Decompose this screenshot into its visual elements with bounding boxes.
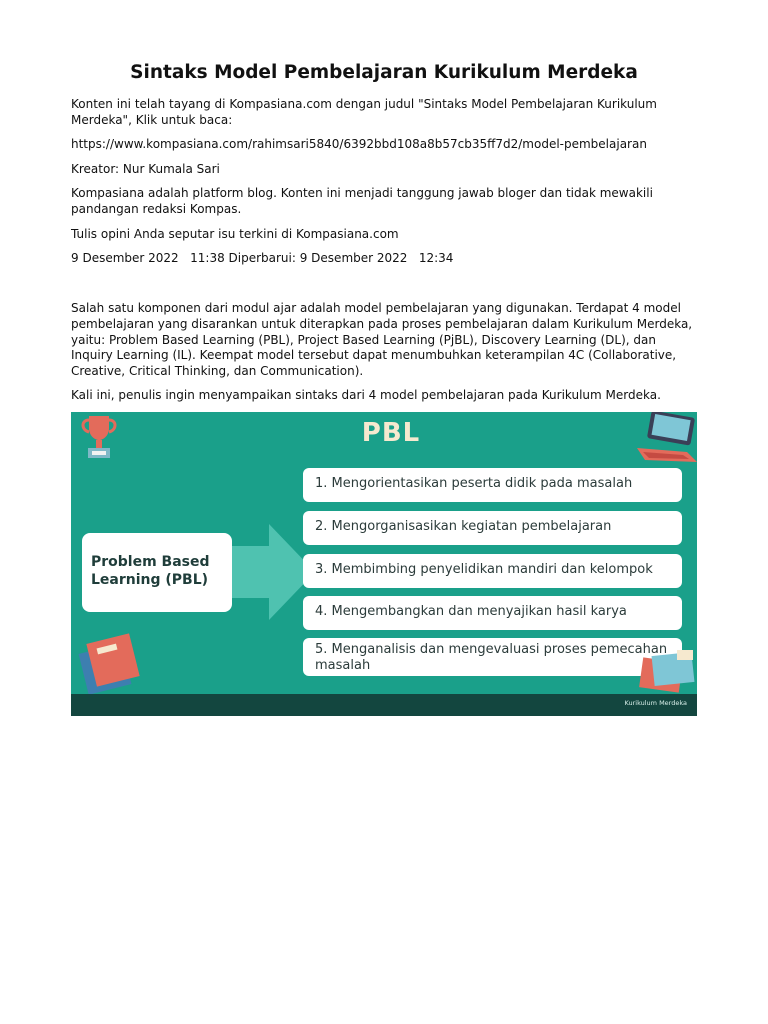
notebook-icon	[637, 648, 697, 696]
step-card	[303, 511, 682, 545]
infographic-footer-label: Kurikulum Merdeka	[624, 699, 687, 707]
body-paragraph-1: Salah satu komponen dari modul ajar adalah model pembelajaran yang digunakan. Terdapat 4 model pembelajaran yang disarankan untuk diterapkan pada proses pembelajaran dalam Kurikulum Merdeka, yaitu: Problem Based Learning (PBL), Project Based Learning (PjBL), Discovery Learning (DL), dan Inquiry Learning (IL). Keempat model tersebut dapat menumbuhkan keterampilan 4C (Collaborative, Creative, Critical Thinking, dan Communication).	[71, 301, 693, 379]
books-icon	[77, 628, 147, 698]
infographic-footer-bar	[71, 694, 697, 716]
pbl-infographic	[71, 412, 697, 716]
invite-line: Tulis opini Anda seputar isu terkini di Kompasiana.com	[71, 227, 399, 241]
step-card	[303, 554, 682, 588]
date-line: 9 Desember 2022 11:38 Diperbarui: 9 Desember 2022 12:34	[71, 251, 454, 265]
model-name-label: Problem Based Learning (PBL)	[91, 554, 210, 588]
laptop-icon	[631, 412, 697, 464]
step-text: 1. Mengorientasikan peserta didik pada masalah	[315, 476, 633, 491]
trophy-icon	[77, 412, 121, 464]
step-text: 5. Menganalisis dan mengevaluasi proses pemecahan masalah	[315, 642, 668, 673]
source-url[interactable]: https://www.kompasiana.com/rahimsari5840/6392bbd108a8b57cb35ff7d2/model-pembelajaran	[71, 137, 647, 151]
intro-paragraph: Konten ini telah tayang di Kompasiana.com dengan judul "Sintaks Model Pembelajaran Kurikulum Merdeka", Klik untuk baca:	[71, 97, 657, 127]
page-title: Sintaks Model Pembelajaran Kurikulum Merdeka	[130, 62, 638, 83]
body-paragraph-2: Kali ini, penulis ingin menyampaikan sintaks dari 4 model pembelajaran pada Kurikulum Merdeka.	[71, 388, 661, 402]
creator-line: Kreator: Nur Kumala Sari	[71, 162, 220, 176]
step-text: 3. Membimbing penyelidikan mandiri dan kelompok	[315, 562, 653, 577]
step-text: 2. Mengorganisasikan kegiatan pembelajaran	[315, 519, 612, 534]
step-card	[303, 596, 682, 630]
step-text: 4. Mengembangkan dan menyajikan hasil karya	[315, 604, 627, 619]
infographic-heading: PBL	[361, 418, 421, 448]
model-name-box	[82, 533, 232, 612]
step-card	[303, 468, 682, 502]
disclaimer-paragraph: Kompasiana adalah platform blog. Konten ini menjadi tanggung jawab bloger dan tidak mewakili pandangan redaksi Kompas.	[71, 186, 653, 216]
step-card	[303, 638, 682, 676]
